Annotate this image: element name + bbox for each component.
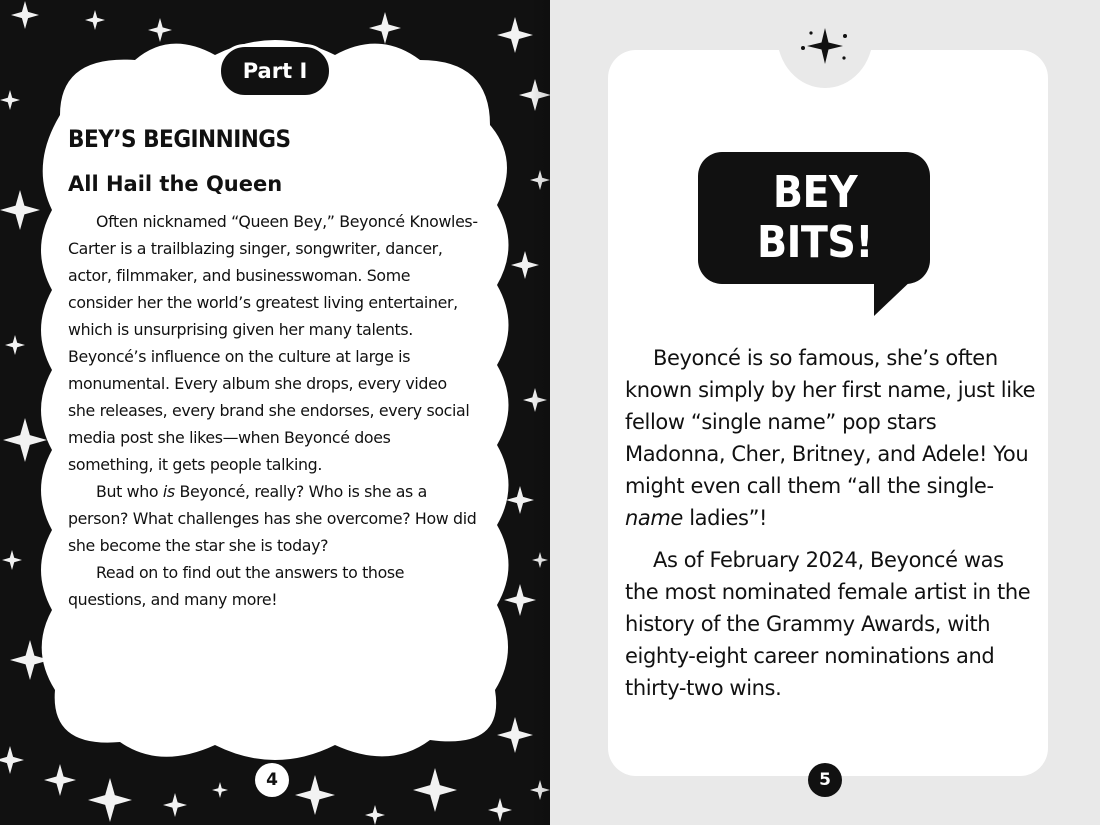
book-gutter-shadow (530, 0, 550, 825)
sparkle-star-icon (798, 24, 852, 68)
paragraph-text: ladies”! (682, 506, 768, 530)
chapter-heading: BEY’S BEGINNINGS (68, 125, 291, 153)
page-number-right: 5 (808, 763, 842, 797)
section-subheading: All Hail the Queen (68, 172, 283, 196)
italic-word: name (625, 506, 683, 530)
italic-word: is (162, 482, 175, 501)
part-label-pill: Part I (218, 44, 332, 98)
body-paragraph-1: Often nicknamed “Queen Bey,” Beyoncé Knowles-Carter is a trailblazing singer, songwriter, dancer, actor, filmmaker, and businesswoman. Some consider her the world’s greatest living entertainer, which is unsurprising given her many talents. Beyoncé’s influence on the culture at large is monumental. Every album she drops, every video she releases, every brand she endorses, every social media post she likes—when Beyoncé does something, it gets people talking. (68, 212, 478, 474)
right-page (550, 0, 1100, 825)
fact-paragraph-2: As of February 2024, Beyoncé was the most nominated female artist in the history of the Grammy Awards, with eighty-eight career nominations and thirty-two wins. (625, 548, 1031, 700)
paragraph-text: But who (96, 482, 163, 501)
body-paragraph-2 (68, 478, 478, 559)
paragraph-text: Beyoncé, really? Who is she as a person? What challenges has she overcome? How did she become the star she is today? (68, 482, 477, 555)
speech-bubble-title (700, 168, 930, 268)
fact-paragraph-1 (625, 342, 1040, 534)
left-text-block (68, 122, 478, 613)
page-number-left: 4 (255, 763, 289, 797)
bubble-line-2: BITS! (757, 217, 873, 268)
right-text-block (625, 342, 1040, 714)
bubble-line-1: BEY (772, 167, 858, 218)
body-paragraph-3: Read on to find out the answers to those questions, and many more! (68, 563, 405, 609)
paragraph-text: Beyoncé is so famous, she’s often known simply by her first name, just like fellow “single name” pop stars Madonna, Cher, Britney, and Adele! You might even call them “all the single- (625, 346, 1036, 498)
